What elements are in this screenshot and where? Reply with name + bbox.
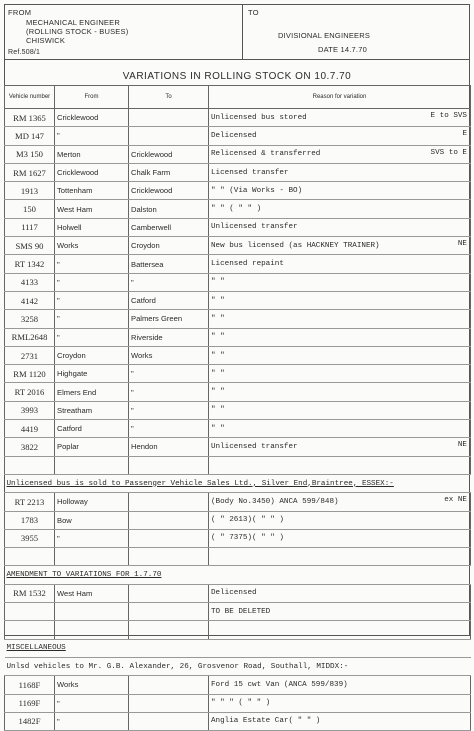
vehicle-number-cell-text: RM 1627 [13, 167, 46, 178]
sale-banner-text: Unlicensed bus is sold to Passenger Vehicle Sales Ltd., Silver End,Braintree, ESSEX:- [5, 474, 471, 492]
to-cell [129, 273, 209, 291]
reason-cell [209, 218, 471, 236]
to-cell-text: Chalk Farm [131, 168, 171, 178]
from-cell [55, 291, 129, 309]
from-cell [55, 365, 129, 383]
reference-number: Ref.508/1 [8, 49, 41, 56]
reason-cell [209, 420, 471, 438]
reason-cell [209, 273, 471, 291]
vehicle-number-cell-text: 1117 [21, 222, 38, 233]
from-line-1: MECHANICAL ENGINEER [26, 18, 120, 27]
vehicle-number-cell-text: M3 150 [16, 149, 43, 160]
to-cell [129, 346, 209, 364]
reason-cell [209, 584, 471, 602]
vehicle-number-cell-text: RM 1532 [13, 588, 46, 599]
from-cell-text: " [57, 716, 60, 726]
vehicle-number-cell [5, 529, 55, 547]
from-line-2: (ROLLING STOCK - BUSES) [26, 27, 129, 36]
from-cell [55, 511, 129, 529]
to-value: DIVISIONAL ENGINEERS [278, 31, 371, 40]
reason-cell [209, 694, 471, 712]
division-note: NE [457, 240, 467, 249]
reason-cell [209, 346, 471, 364]
blank-row [5, 548, 471, 566]
to-cell [129, 676, 209, 694]
to-cell-text: " [131, 405, 134, 415]
vehicle-number-cell-text: RM 1120 [13, 368, 46, 379]
vehicle-number-cell [5, 493, 55, 511]
from-cell-text: Holloway [57, 497, 88, 507]
from-cell-text: Elmers End [57, 387, 97, 397]
table-row [5, 712, 471, 730]
header-divider [242, 4, 243, 60]
table-row [5, 694, 471, 712]
table-row [5, 200, 471, 218]
to-cell [129, 127, 209, 145]
table-row [5, 273, 471, 291]
from-cell [55, 401, 129, 419]
reason-cell-text: " " " ( " " ) [211, 699, 271, 708]
vehicle-number-cell [5, 218, 55, 236]
to-cell [129, 310, 209, 328]
from-cell-text: " [57, 314, 60, 324]
reason-cell-text: Licensed transfer [211, 168, 289, 177]
to-cell [129, 694, 209, 712]
vehicle-number-cell-text: 4133 [20, 277, 39, 288]
to-cell [129, 182, 209, 200]
from-cell-text: Cricklewood [57, 168, 99, 178]
vehicle-number-cell-text: 3822 [20, 441, 39, 452]
vehicle-number-cell [5, 603, 55, 621]
to-cell [129, 493, 209, 511]
from-label: FROM [8, 8, 32, 17]
vehicle-number-cell-text: 3258 [20, 313, 39, 324]
from-cell [55, 200, 129, 218]
reason-cell-text: ( " 7375)( " " ) [211, 534, 284, 543]
misc-note-text: Unlsd vehicles to Mr. G.B. Alexander, 26, Grosvenor Road, Southall, MIDDX:- [5, 657, 471, 675]
reason-cell [209, 328, 471, 346]
to-cell-text: " [131, 369, 134, 379]
to-cell [129, 200, 209, 218]
from-cell-text: " [57, 698, 60, 708]
from-cell-text: Streatham [57, 405, 93, 415]
to-cell [129, 255, 209, 273]
vehicle-number-cell-text: 1783 [20, 515, 39, 526]
reason-cell-text: " " ( " " ) [211, 205, 262, 214]
to-cell [129, 145, 209, 163]
sale-banner [5, 474, 471, 492]
to-cell-text: " [131, 277, 134, 287]
col-reason: Reason for variation [209, 86, 471, 109]
from-cell [55, 346, 129, 364]
vehicle-number-cell [5, 109, 55, 127]
table-row [5, 218, 471, 236]
to-cell [129, 291, 209, 309]
reason-cell-text: " " [211, 424, 225, 433]
from-cell [55, 163, 129, 181]
from-cell [55, 493, 129, 511]
vehicle-number-cell [5, 383, 55, 401]
vehicle-number-cell-text: 1482F [18, 716, 41, 727]
reason-cell [209, 182, 471, 200]
to-cell [129, 438, 209, 456]
from-cell [55, 438, 129, 456]
blank-row [5, 456, 471, 474]
from-cell-text: Tottenham [57, 186, 93, 196]
reason-cell [209, 200, 471, 218]
to-cell-text: Cricklewood [131, 149, 173, 159]
table-row [5, 127, 471, 145]
from-cell-text: Bow [57, 515, 72, 525]
reason-cell [209, 529, 471, 547]
from-cell-text: " [57, 131, 60, 141]
to-cell [129, 712, 209, 730]
from-cell [55, 109, 129, 127]
reason-cell-text: " " [211, 314, 225, 323]
table-row [5, 584, 471, 602]
table-row [5, 328, 471, 346]
table-row [5, 365, 471, 383]
table-row [5, 529, 471, 547]
to-cell-text: Battersea [131, 259, 164, 269]
from-cell [55, 383, 129, 401]
from-cell-text: Works [57, 241, 79, 251]
from-cell-text: West Ham [57, 588, 93, 598]
table-row [5, 676, 471, 694]
reason-cell [209, 109, 471, 127]
to-cell [129, 365, 209, 383]
reason-cell [209, 127, 471, 145]
division-note: NE [457, 441, 467, 450]
to-cell-text: Croydon [131, 241, 160, 251]
from-cell [55, 273, 129, 291]
reason-cell-text: Ford 15 cwt Van (ANCA 599/839) [211, 680, 348, 689]
from-cell-text: Merton [57, 149, 81, 159]
from-line-3: CHISWICK [26, 36, 66, 45]
to-cell-text: " [131, 424, 134, 434]
reason-cell-text: " " [211, 333, 225, 342]
division-note: ex NE [444, 496, 467, 505]
from-cell-text: Catford [57, 424, 82, 434]
vehicle-number-cell-text: 4142 [20, 295, 39, 306]
vehicle-number-cell-text: 3955 [20, 533, 39, 544]
vehicle-number-cell-text: 1168F [18, 679, 41, 690]
from-cell-text: Highgate [57, 369, 88, 379]
vehicle-number-cell [5, 237, 55, 255]
table-row [5, 346, 471, 364]
from-cell [55, 694, 129, 712]
reason-cell [209, 255, 471, 273]
reason-cell-text: ( " 2613)( " " ) [211, 516, 284, 525]
vehicle-number-cell [5, 310, 55, 328]
from-cell [55, 255, 129, 273]
to-cell [129, 237, 209, 255]
misc-banner [5, 639, 471, 657]
reason-cell-text: " " [211, 351, 225, 360]
vehicle-number-cell-text: 1169F [18, 698, 41, 709]
table-row [5, 255, 471, 273]
reason-cell [209, 401, 471, 419]
reason-cell-text: Relicensed & transferred [211, 150, 321, 159]
reason-cell-text: " " [211, 388, 225, 397]
reason-cell [209, 676, 471, 694]
vehicle-number-cell [5, 291, 55, 309]
reason-cell [209, 310, 471, 328]
to-cell-text: Catford [131, 296, 156, 306]
to-cell-text: Camberwell [131, 222, 172, 232]
reason-cell-text: " " [211, 296, 225, 305]
from-cell-text: " [57, 277, 60, 287]
from-cell-text: Works [57, 680, 79, 690]
vehicle-number-cell-text: RT 2016 [14, 387, 45, 398]
from-cell [55, 712, 129, 730]
from-cell [55, 328, 129, 346]
col-to: To [129, 86, 209, 109]
vehicle-number-cell [5, 401, 55, 419]
vehicle-number-cell [5, 145, 55, 163]
table-row [5, 511, 471, 529]
vehicle-number-cell [5, 127, 55, 145]
to-cell-text: Riverside [131, 332, 163, 342]
vehicle-number-cell [5, 438, 55, 456]
vehicle-number-cell-text: 3993 [20, 405, 39, 416]
vehicle-number-cell [5, 511, 55, 529]
table-row [5, 493, 471, 511]
vehicle-number-cell [5, 584, 55, 602]
to-cell-text: Palmers Green [131, 314, 183, 324]
memo-date: DATE 14.7.70 [318, 45, 367, 54]
from-cell [55, 237, 129, 255]
reason-cell [209, 145, 471, 163]
amendment-banner [5, 566, 471, 584]
from-cell [55, 603, 129, 621]
vehicle-number-cell-text: 150 [23, 204, 36, 215]
from-cell [55, 218, 129, 236]
division-note: E to SVS [430, 112, 467, 120]
from-cell-text: " [57, 533, 60, 543]
table-row [5, 163, 471, 181]
to-cell [129, 511, 209, 529]
to-cell [129, 109, 209, 127]
division-note: SVS to E [430, 148, 467, 157]
from-cell [55, 676, 129, 694]
reason-cell-text: New bus licensed (as HACKNEY TRAINER) [211, 241, 380, 250]
from-cell [55, 182, 129, 200]
table-row [5, 603, 471, 621]
from-cell [55, 127, 129, 145]
vehicle-number-cell-text: RML2648 [11, 332, 48, 343]
to-cell [129, 401, 209, 419]
reason-cell-text: " " [211, 406, 225, 415]
vehicle-number-cell [5, 346, 55, 364]
to-cell [129, 584, 209, 602]
reason-cell-text: Unlicensed transfer [211, 223, 298, 232]
from-cell-text: " [57, 259, 60, 269]
misc-banner-text: MISCELLANEOUS [5, 639, 471, 657]
reason-cell [209, 511, 471, 529]
from-cell-text: Croydon [57, 351, 86, 360]
table-row [5, 145, 471, 163]
reason-cell-text: Unlicensed transfer [211, 442, 298, 451]
to-cell-text: Works [131, 351, 153, 360]
amendment-banner-text: AMENDMENT TO VARIATIONS FOR 1.7.70 [5, 566, 471, 584]
vehicle-number-cell [5, 712, 55, 730]
reason-cell-text: Anglia Estate Car( " " ) [211, 717, 321, 726]
from-cell-text: Cricklewood [57, 113, 99, 123]
table-row [5, 291, 471, 309]
table-row [5, 182, 471, 200]
variations-table [4, 85, 471, 731]
to-cell-text: Hendon [131, 442, 158, 452]
vehicle-number-cell-text: 2731 [20, 350, 39, 361]
to-cell-text: " [131, 387, 134, 397]
table-row [5, 383, 471, 401]
from-cell [55, 145, 129, 163]
vehicle-number-cell [5, 200, 55, 218]
table-row [5, 438, 471, 456]
vehicle-number-cell [5, 182, 55, 200]
vehicle-number-cell [5, 694, 55, 712]
vehicle-number-cell [5, 365, 55, 383]
reason-cell-text: " " (Via Works - BO) [211, 186, 303, 195]
reason-cell-text: " " [211, 278, 225, 287]
table-row [5, 310, 471, 328]
reason-cell [209, 603, 471, 621]
vehicle-number-cell [5, 255, 55, 273]
vehicle-number-cell-text: 1913 [20, 185, 39, 196]
vehicle-number-cell [5, 676, 55, 694]
reason-cell-text: " " [211, 369, 225, 378]
from-cell-text: Poplar [57, 442, 79, 452]
reason-cell-text: Delicensed [211, 131, 257, 140]
to-cell [129, 529, 209, 547]
from-cell [55, 529, 129, 547]
from-cell-text: West Ham [57, 204, 93, 214]
to-cell-text: Cricklewood [131, 186, 173, 196]
to-cell [129, 603, 209, 621]
col-from: From [55, 86, 129, 109]
to-cell [129, 383, 209, 401]
reason-cell [209, 493, 471, 511]
reason-cell-text: Licensed repaint [211, 260, 284, 269]
document-title: VARIATIONS IN ROLLING STOCK ON 10.7.70 [122, 71, 352, 82]
to-cell [129, 163, 209, 181]
reason-cell [209, 163, 471, 181]
to-cell [129, 328, 209, 346]
reason-cell [209, 365, 471, 383]
vehicle-number-cell [5, 420, 55, 438]
from-cell-text: Holwell [57, 222, 82, 232]
to-cell [129, 218, 209, 236]
vehicle-number-cell-text: 4419 [20, 423, 39, 434]
col-vehicle-number: Vehicle number [5, 86, 55, 109]
vehicle-number-cell-text: SMS 90 [15, 240, 44, 251]
vehicle-number-cell-text: MD 147 [15, 130, 44, 141]
vehicle-number-cell [5, 163, 55, 181]
blank-row [5, 621, 471, 639]
reason-cell [209, 438, 471, 456]
from-cell [55, 420, 129, 438]
vehicle-number-cell [5, 328, 55, 346]
reason-cell-text: (Body No.3450) ANCA 599/848) [211, 497, 339, 506]
reason-cell-text: TO BE DELETED [211, 607, 271, 616]
reason-cell [209, 712, 471, 730]
vehicle-number-cell [5, 273, 55, 291]
reason-cell [209, 383, 471, 401]
header-box [4, 4, 470, 60]
reason-cell [209, 237, 471, 255]
division-note: E [462, 130, 467, 139]
to-cell-text: Dalston [131, 204, 157, 214]
vehicle-number-cell-text: RT 2213 [14, 496, 45, 507]
table-row [5, 401, 471, 419]
from-cell-text: " [57, 332, 60, 342]
table-row [5, 420, 471, 438]
to-label: TO [248, 8, 259, 17]
to-cell [129, 420, 209, 438]
table-row [5, 237, 471, 255]
from-cell [55, 584, 129, 602]
reason-cell [209, 291, 471, 309]
misc-note [5, 657, 471, 675]
table-row [5, 109, 471, 127]
vehicle-number-cell-text: RT 1342 [14, 259, 45, 270]
from-cell-text: " [57, 296, 60, 306]
reason-cell-text: Delicensed [211, 589, 257, 598]
from-cell [55, 310, 129, 328]
table-header-row [5, 86, 471, 109]
reason-cell-text: Unlicensed bus stored [211, 113, 307, 122]
vehicle-number-cell-text: RM 1365 [13, 112, 46, 123]
